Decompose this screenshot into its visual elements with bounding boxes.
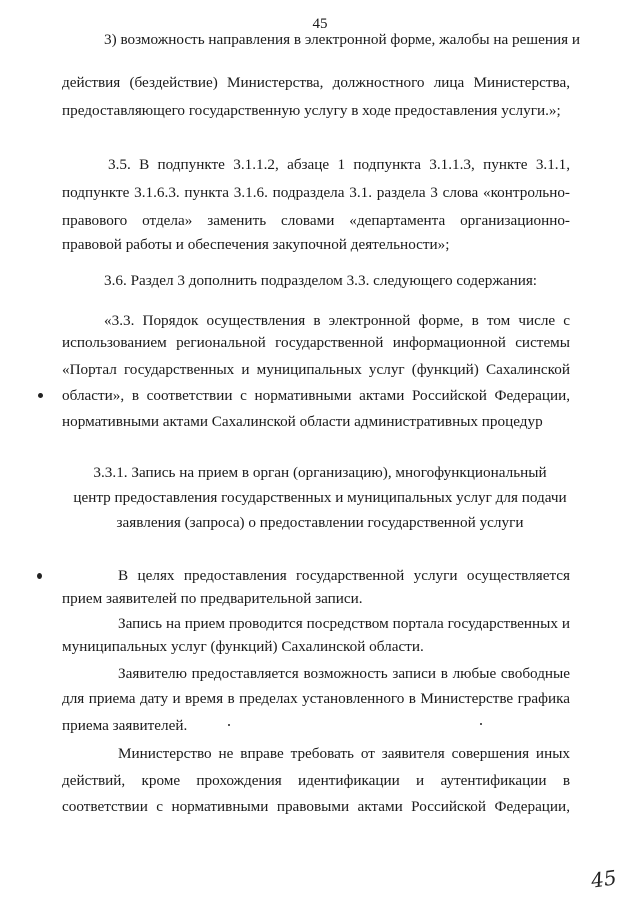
text-line: 3.5. В подпункте 3.1.1.2, абзаце 1 подпункта 3.1.1.3, пункте 3.1.1, (108, 156, 570, 173)
text-line: для приема дату и время в пределах установленного в Министерстве графика (62, 690, 570, 707)
text-line: области», в соответствии с нормативными актами Российской Федерации, (62, 387, 570, 404)
text-line: Министерство не вправе требовать от заявителя совершения иных (118, 745, 570, 762)
text-line: прием заявителей по предварительной записи. (62, 590, 363, 607)
text-line: подпункте 3.1.6.3. пункта 3.1.6. подраздела 3.1. раздела 3 слова «контрольно- (62, 184, 570, 201)
text-line: 3) возможность направления в электронной форме, жалобы на решения и (104, 31, 580, 48)
handwritten-page-number: 45 (589, 865, 618, 893)
text-line: «Портал государственных и муниципальных услуг (функций) Сахалинской (62, 361, 570, 378)
page-number: 45 (312, 16, 328, 32)
text-line: 3.3.1. Запись на прием в орган (организацию), многофункциональный (93, 464, 547, 481)
scan-speck (38, 393, 43, 398)
text-line: нормативными актами Сахалинской области административных процедур (62, 413, 543, 430)
scan-speck (228, 724, 230, 726)
text-line: Заявителю предоставляется возможность записи в любые свободные (118, 665, 570, 682)
text-line: правового отдела» заменить словами «департамента организационно- (62, 212, 570, 229)
text-line: действий, кроме прохождения идентификации и аутентификации в (62, 772, 570, 789)
text-line: муниципальных услуг (функций) Сахалинской области. (62, 638, 424, 655)
text-line: Запись на прием проводится посредством портала государственных и (118, 615, 570, 632)
scan-speck (480, 723, 482, 725)
text-line: В целях предоставления государственной услуги осуществляется (118, 567, 570, 584)
text-line: 3.6. Раздел 3 дополнить подразделом 3.3. следующего содержания: (104, 272, 538, 289)
scan-speck (37, 573, 42, 579)
text-line: заявления (запроса) о предоставлении государственной услуги (116, 514, 524, 531)
text-line: приема заявителей. (62, 717, 188, 734)
text-line: центр предоставления государственных и муниципальных услуг для подачи (73, 489, 567, 506)
text-line: предоставляющего государственную услугу в ходе предоставления услуги.»; (62, 102, 561, 119)
text-line: правовой работы и обеспечения закупочной деятельности»; (62, 236, 450, 253)
text-line: соответствии с нормативными правовыми актами Российской Федерации, (62, 798, 570, 815)
text-line: действия (бездействие) Министерства, должностного лица Министерства, (62, 74, 570, 91)
text-line: «3.3. Порядок осуществления в электронной форме, в том числе с (104, 312, 570, 329)
text-line: использованием региональной государственной информационной системы (62, 334, 570, 351)
